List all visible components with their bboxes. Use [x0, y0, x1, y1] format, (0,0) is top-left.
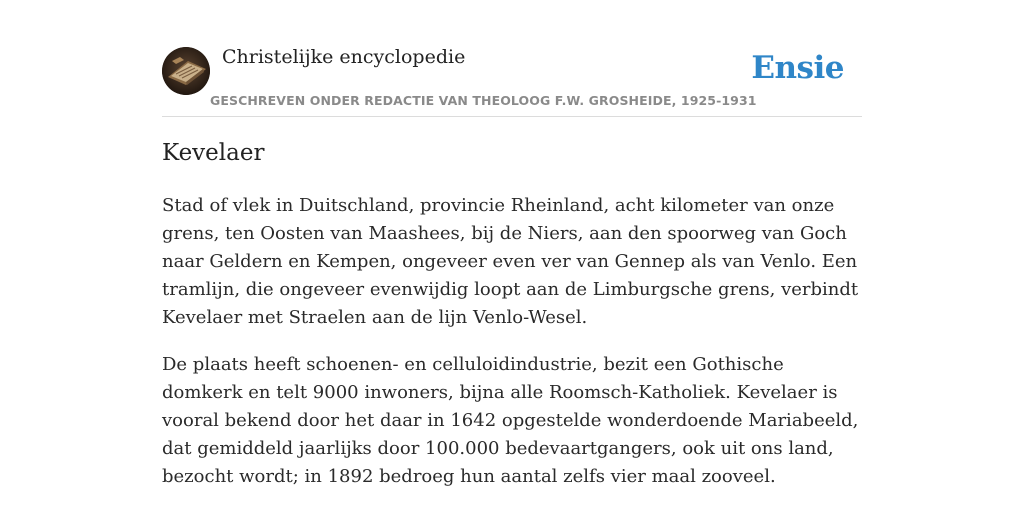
article-title: Kevelaer: [162, 140, 265, 166]
encyclopedia-avatar[interactable]: [162, 47, 210, 95]
header: [162, 46, 862, 117]
article-paragraph-1: Stad of vlek in Duitschland, provincie Rheinland, acht kilometer van onze grens, ten Oosten van Maashees, bij de Niers, aan den spoorweg van Goch naar Geldern en Kempen, ongeveer even ver van Gennep als van Venlo. Een tramlijn, die ongeveer evenwijdig loopt aan de Limburgsche grens, verbindt Kevelaer met Straelen aan de lijn Venlo-Wesel.: [162, 195, 859, 328]
article-paragraph-2: De plaats heeft schoenen- en celluloidindustrie, bezit een Gothische domkerk en telt 9000 inwoners, bijna alle Roomsch-Katholiek. Kevelaer is vooral bekend door het daar in 1642 opgestelde wonderdoende Mariabeeld, dat gemiddeld jaarlijks door 100.000 bedevaartgangers, ook uit ons land, bezocht wordt; in 1892 bedroeg hun aantal zelfs vier maal zooveel.: [162, 354, 859, 487]
site-title[interactable]: Christelijke encyclopedie: [222, 46, 466, 68]
site-subtitle: GESCHREVEN ONDER REDACTIE VAN THEOLOOG F.W. GROSHEIDE, 1925-1931: [210, 93, 757, 108]
article-body: [162, 192, 862, 510]
ensie-logo[interactable]: Ensie: [751, 50, 844, 86]
book-image-icon: [162, 47, 210, 95]
